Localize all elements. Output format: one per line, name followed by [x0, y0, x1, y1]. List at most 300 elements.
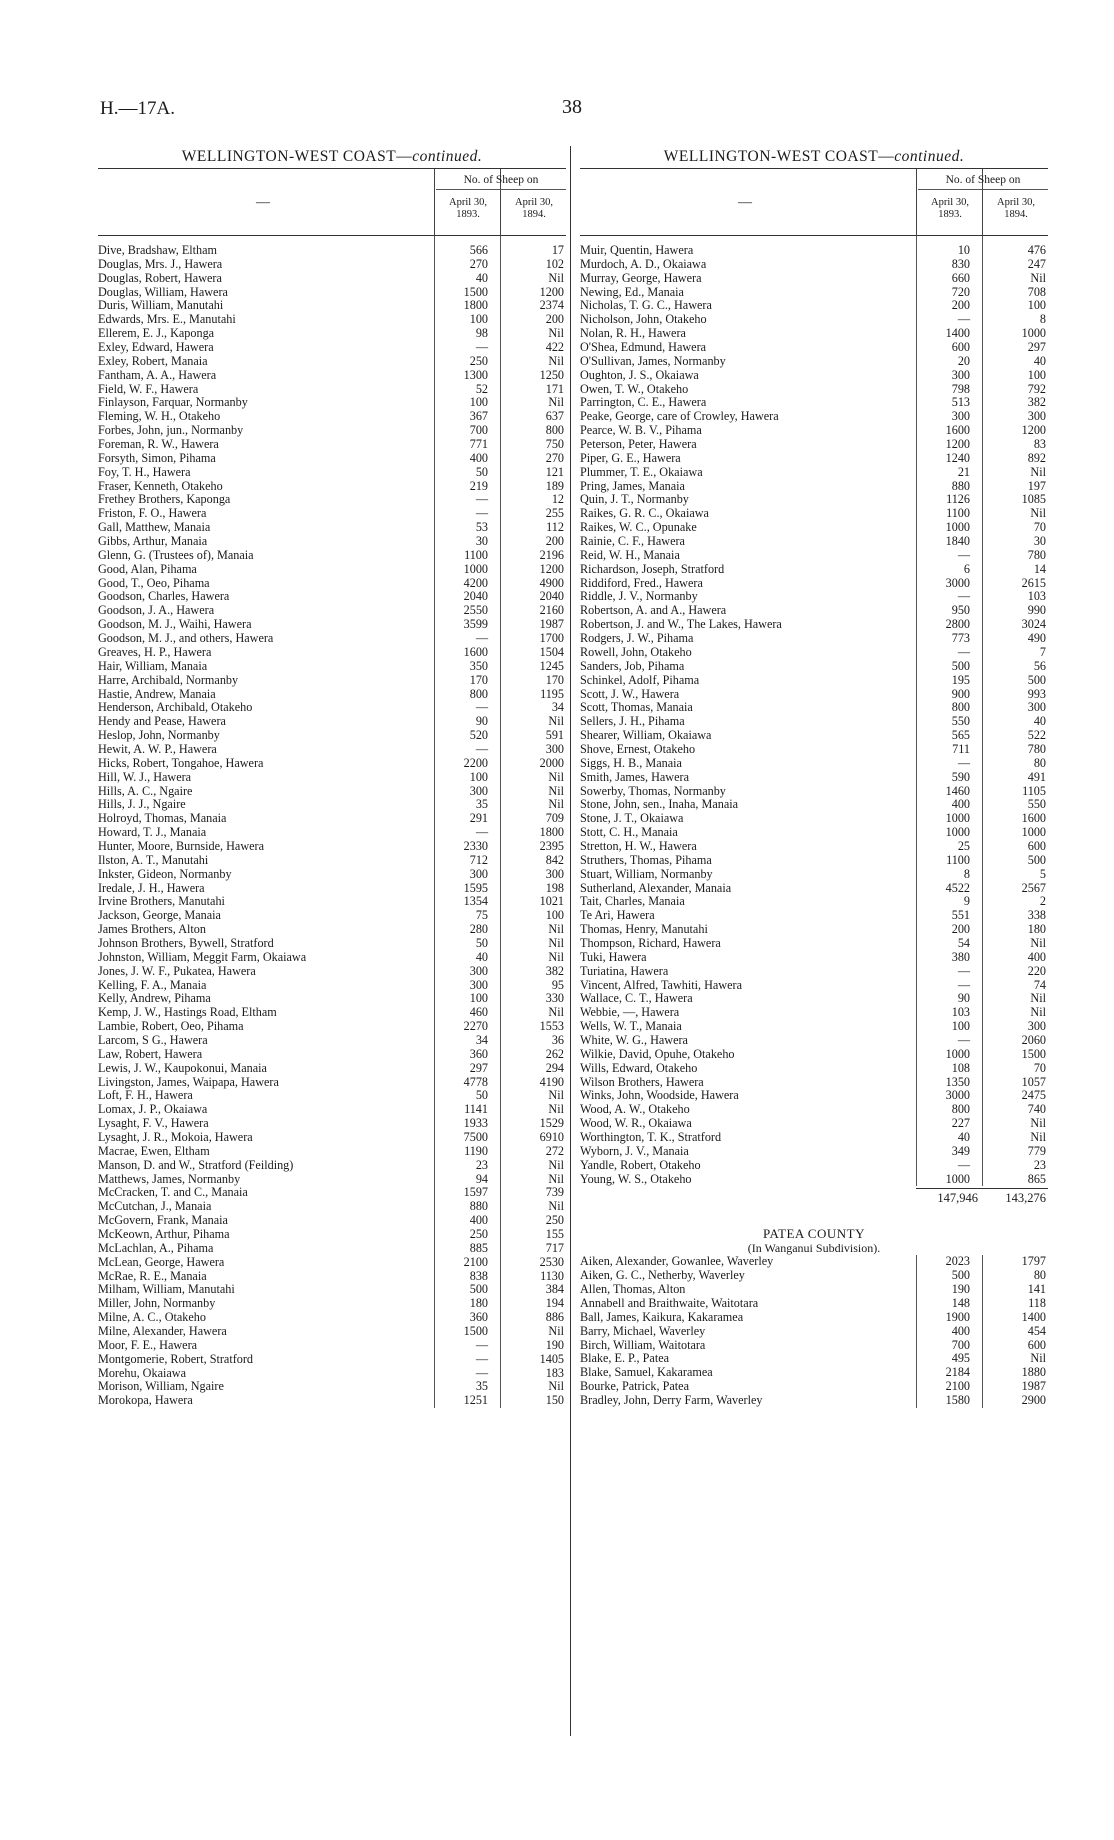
owner-name: Sellers, J. H., Pihama — [580, 715, 685, 729]
sheep-1894: 23 — [1033, 1157, 1046, 1172]
owner-name: Nicholson, John, Otakeho — [580, 313, 707, 327]
sheep-1893: 1100 — [946, 506, 970, 521]
sheep-1893: 291 — [469, 811, 488, 826]
table-row — [98, 688, 566, 702]
table-row — [98, 1076, 566, 1090]
table-row — [580, 840, 1048, 854]
sheep-1894: 250 — [545, 1213, 564, 1228]
patea-table-body — [580, 1255, 1048, 1407]
table-row — [580, 1076, 1048, 1090]
sheep-1894: 779 — [1027, 1143, 1046, 1158]
sheep-1894: Nil — [1030, 506, 1046, 521]
owner-name: Riddiford, Fred., Hawera — [580, 576, 703, 590]
sheep-1893: 98 — [475, 326, 488, 341]
owner-name: Lysaght, J. R., Mokoia, Hawera — [98, 1131, 253, 1144]
table-row — [98, 979, 566, 993]
owner-name: O'Sullivan, James, Normanby — [580, 354, 726, 368]
owner-name: Law, Robert, Hawera — [98, 1047, 203, 1061]
sheep-1894: 384 — [545, 1282, 564, 1297]
sheep-1894: 30 — [1033, 534, 1046, 549]
sheep-1893: 2100 — [463, 1254, 488, 1269]
table-row — [580, 410, 1048, 424]
owner-name: Plummer, T. E., Okaiawa — [580, 465, 703, 479]
table-row — [580, 1020, 1048, 1034]
table-row — [98, 563, 566, 577]
sheep-1893: 6 — [963, 561, 970, 576]
owner-name: Scott, J. W., Hawera — [580, 687, 680, 701]
sheep-1894: Nil — [1030, 270, 1046, 285]
header-rule — [916, 169, 917, 235]
table-row — [98, 965, 566, 979]
sheep-1893: 520 — [469, 728, 488, 743]
sheep-1894: 6910 — [539, 1130, 564, 1144]
sheep-1894: 83 — [1033, 437, 1046, 452]
sheep-1893: 800 — [951, 700, 970, 715]
table-row — [580, 785, 1048, 799]
table-row — [580, 535, 1048, 549]
owner-name: Macrae, Ewen, Eltham — [98, 1144, 210, 1158]
owner-name: Miller, John, Normanby — [98, 1297, 216, 1311]
sheep-1894: 183 — [545, 1365, 564, 1380]
sheep-1893: 2200 — [463, 755, 488, 770]
owner-name: Reid, W. H., Manaia — [580, 548, 680, 562]
sheep-1894: 8 — [1039, 312, 1046, 327]
table-row — [98, 743, 566, 757]
sheep-1893: 1354 — [463, 894, 488, 909]
owner-name: Stott, C. H., Manaia — [580, 826, 678, 840]
sheep-1893: 300 — [951, 409, 970, 424]
table-row — [580, 590, 1048, 604]
sheep-1894: 150 — [545, 1393, 564, 1408]
sheep-1893: 190 — [951, 1282, 970, 1297]
owner-name: Owen, T. W., Otakeho — [580, 382, 689, 396]
sheep-1894: 750 — [545, 437, 564, 452]
owner-name: Raikes, G. R. C., Okaiawa — [580, 507, 709, 521]
sheep-1894: 17 — [551, 243, 564, 257]
owner-name: Exley, Edward, Hawera — [98, 341, 214, 355]
table-row — [580, 660, 1048, 674]
owner-name: Thompson, Richard, Hawera — [580, 936, 721, 950]
table-row — [98, 1339, 566, 1353]
table-row — [580, 688, 1048, 702]
sheep-1893: 349 — [951, 1143, 970, 1158]
table-row — [580, 493, 1048, 507]
section-subtitle: (In Wanganui Subdivision). — [747, 1241, 881, 1256]
table-row — [98, 535, 566, 549]
owner-name: Yandle, Robert, Otakeho — [580, 1158, 701, 1172]
sheep-1893: 700 — [469, 423, 488, 438]
owner-name: Goodson, M. J., Waihi, Hawera — [98, 618, 252, 632]
table-row — [580, 826, 1048, 840]
sheep-1894: 1987 — [539, 617, 564, 632]
table-row — [98, 715, 566, 729]
table-row — [580, 244, 1048, 258]
table-row — [98, 1006, 566, 1020]
owner-name: Livingston, James, Waipapa, Hawera — [98, 1075, 279, 1089]
owner-name: Blake, E. P., Patea — [580, 1352, 670, 1366]
sheep-1893: — — [957, 547, 970, 562]
owner-name: Piper, G. E., Hawera — [580, 451, 681, 465]
table-row — [98, 299, 566, 313]
owner-name: Johnston, William, Meggit Farm, Okaiawa — [98, 950, 307, 964]
owner-name: Wyborn, J. V., Manaia — [580, 1144, 689, 1158]
table-row — [98, 438, 566, 452]
table-row — [98, 507, 566, 521]
sheep-1894: 1504 — [539, 644, 564, 659]
sheep-1894: 1057 — [1021, 1074, 1046, 1089]
table-row — [98, 1062, 566, 1076]
sheep-1894: 180 — [1027, 922, 1046, 937]
table-row — [98, 549, 566, 563]
owner-name: James Brothers, Alton — [98, 923, 206, 937]
table-row — [580, 577, 1048, 591]
column-rule — [982, 1255, 983, 1407]
table-row — [98, 577, 566, 591]
page-header — [100, 98, 1030, 126]
sheep-1893: 4778 — [463, 1074, 488, 1089]
sheep-1894: Nil — [548, 1157, 564, 1172]
owner-name: Douglas, Robert, Hawera — [98, 271, 222, 285]
table-row — [98, 1173, 566, 1187]
sheep-1893: 880 — [469, 1199, 488, 1214]
owner-name: Wells, W. T., Manaia — [580, 1020, 682, 1034]
table-row — [580, 923, 1048, 937]
sheep-1893: 53 — [475, 520, 488, 535]
sheep-1894: 709 — [545, 811, 564, 826]
owner-name: Exley, Robert, Manaia — [98, 354, 208, 368]
sheep-1893: 700 — [951, 1337, 970, 1352]
owner-name: Murdoch, A. D., Okaiawa — [580, 257, 707, 271]
sheep-1893: 1000 — [945, 1046, 970, 1061]
table-row — [580, 854, 1048, 868]
sheep-1893: 300 — [469, 963, 488, 978]
right-column — [580, 146, 1048, 1408]
sheep-1893: 1597 — [463, 1185, 488, 1200]
sheep-1893: 1000 — [945, 811, 970, 826]
sheep-1894: Nil — [548, 326, 564, 341]
sheep-1893: 798 — [951, 381, 970, 396]
table-row — [580, 1173, 1048, 1187]
sheep-1894: 500 — [1027, 852, 1046, 867]
owner-name: Ball, James, Kaikura, Kakaramea — [580, 1310, 744, 1324]
header-rule — [434, 169, 435, 235]
table-row — [98, 410, 566, 424]
owner-name: Birch, William, Waitotara — [580, 1338, 706, 1352]
sheep-1893: — — [957, 963, 970, 978]
sheep-1893: 773 — [951, 631, 970, 646]
owner-name: Dive, Bradshaw, Eltham — [98, 244, 218, 257]
sheep-1894: 2000 — [539, 755, 564, 770]
owner-name: Robertson, J. and W., The Lakes, Hawera — [580, 618, 782, 632]
table-row — [580, 604, 1048, 618]
sheep-1894: 2900 — [1021, 1393, 1046, 1408]
table-row — [580, 618, 1048, 632]
sheep-1893: 35 — [475, 797, 488, 812]
sheep-1893: 1000 — [945, 1171, 970, 1186]
owner-name: Lewis, J. W., Kaupokonui, Manaia — [98, 1061, 267, 1075]
owner-name: Johnson Brothers, Bywell, Stratford — [98, 936, 274, 950]
column-rule — [434, 236, 435, 1408]
sheep-1893: 4200 — [463, 575, 488, 590]
table-row — [98, 868, 566, 882]
sheep-1893: 1800 — [463, 298, 488, 313]
owner-name: Rainie, C. F., Hawera — [580, 535, 685, 549]
table-row — [580, 743, 1048, 757]
owner-name: Manson, D. and W., Stratford (Feilding) — [98, 1158, 294, 1172]
sheep-1894: 600 — [1027, 1337, 1046, 1352]
table-row — [580, 369, 1048, 383]
owner-name: Struthers, Thomas, Pihama — [580, 853, 712, 867]
owner-name: Gall, Matthew, Manaia — [98, 521, 211, 535]
sheep-1893: 1595 — [463, 880, 488, 895]
sheep-1894: Nil — [548, 935, 564, 950]
owner-name: Henderson, Archibald, Otakeho — [98, 701, 253, 715]
owner-name: Foy, T. H., Hawera — [98, 465, 191, 479]
table-row — [580, 895, 1048, 909]
sheep-1893: 550 — [951, 714, 970, 729]
table-row — [580, 951, 1048, 965]
owner-name: Wood, A. W., Otakeho — [580, 1103, 690, 1117]
right-title-continued: continued. — [894, 148, 965, 165]
owner-name: Sanders, Job, Pihama — [580, 659, 685, 673]
total-1894: 143,276 — [1005, 1191, 1046, 1206]
sheep-1894: 792 — [1027, 381, 1046, 396]
table-row — [98, 632, 566, 646]
section-title: PATEA COUNTY — [763, 1226, 865, 1242]
sheep-1894: 40 — [1033, 714, 1046, 729]
sheep-1894: 170 — [545, 672, 564, 687]
sheep-1894: 708 — [1027, 284, 1046, 299]
table-row — [98, 424, 566, 438]
sheep-1894: Nil — [1030, 464, 1046, 479]
owner-name: Peterson, Peter, Hawera — [580, 438, 697, 452]
sheep-1893: 3599 — [463, 617, 488, 632]
table-row — [580, 1283, 1048, 1297]
owner-name: Richardson, Joseph, Stratford — [580, 562, 725, 576]
sheep-1893: 94 — [475, 1171, 488, 1186]
table-row — [98, 909, 566, 923]
owner-name: Milham, William, Manutahi — [98, 1283, 235, 1297]
table-row — [580, 674, 1048, 688]
table-row — [98, 1297, 566, 1311]
april-1893-header: April 30, 1893. — [931, 197, 969, 220]
sheep-1894: 7 — [1039, 644, 1046, 659]
sheep-1894: 400 — [1027, 949, 1046, 964]
sheep-count-header: No. of Sheep on — [918, 171, 1048, 190]
sheep-1894: Nil — [548, 353, 564, 368]
table-row — [580, 701, 1048, 715]
table-row — [580, 632, 1048, 646]
sheep-1893: 7500 — [463, 1130, 488, 1144]
sheep-1894: 490 — [1027, 631, 1046, 646]
table-row — [98, 798, 566, 812]
sheep-1893: 100 — [469, 991, 488, 1006]
column-rule — [916, 1255, 917, 1407]
sheep-1893: 100 — [469, 312, 488, 327]
sheep-1894: Nil — [1030, 1005, 1046, 1020]
sheep-1894: 80 — [1033, 1268, 1046, 1283]
table-row — [580, 480, 1048, 494]
table-row — [580, 1339, 1048, 1353]
owner-name: Milne, Alexander, Hawera — [98, 1325, 227, 1339]
sheep-1894: 270 — [545, 450, 564, 465]
sheep-1893: 1580 — [945, 1393, 970, 1408]
table-row — [580, 396, 1048, 410]
table-row — [580, 1048, 1048, 1062]
sheep-1894: 1250 — [539, 367, 564, 382]
sheep-1894: 3024 — [1021, 617, 1046, 632]
sheep-1893: 551 — [951, 908, 970, 923]
owner-name: Hicks, Robert, Tongahoe, Hawera — [98, 756, 264, 770]
sheep-1894: 2567 — [1021, 880, 1046, 895]
sheep-1894: 2196 — [539, 547, 564, 562]
owner-name: Hair, William, Manaia — [98, 659, 208, 673]
sheep-1894: 141 — [1027, 1282, 1046, 1297]
sheep-1893: 1600 — [463, 644, 488, 659]
sheep-1894: 2040 — [539, 589, 564, 604]
owner-name: Larcom, S G., Hawera — [98, 1033, 208, 1047]
owner-name: Lysaght, F. V., Hawera — [98, 1117, 209, 1131]
owner-name: Finlayson, Farquar, Normanby — [98, 396, 248, 410]
owner-name: Turiatina, Hawera — [580, 964, 669, 978]
owner-name: Wood, W. R., Okaiawa — [580, 1117, 692, 1131]
sheep-1893: 2800 — [945, 617, 970, 632]
sheep-1893: 1933 — [463, 1116, 488, 1131]
owner-name: Stretton, H. W., Hawera — [580, 839, 697, 853]
sheep-1894: 171 — [545, 381, 564, 396]
sheep-1894: 100 — [1027, 298, 1046, 313]
sheep-1894: 892 — [1027, 450, 1046, 465]
sheep-1893: 2100 — [945, 1379, 970, 1394]
sheep-1893: 1840 — [945, 534, 970, 549]
table-row — [580, 1062, 1048, 1076]
sheep-1893: 219 — [469, 478, 488, 493]
owner-name: Wilson Brothers, Hawera — [580, 1075, 704, 1089]
owner-name: Duris, William, Manutahi — [98, 299, 224, 313]
sheep-1893: 20 — [957, 353, 970, 368]
sheep-1894: 865 — [1027, 1171, 1046, 1186]
table-row — [98, 1228, 566, 1242]
table-row — [580, 965, 1048, 979]
table-row — [580, 549, 1048, 563]
table-row — [98, 1159, 566, 1173]
sheep-1893: 23 — [475, 1157, 488, 1172]
owner-name: Goodson, M. J., and others, Hawera — [98, 632, 274, 646]
sheep-1893: 227 — [951, 1116, 970, 1131]
sheep-1893: 100 — [469, 395, 488, 410]
table-row — [580, 729, 1048, 743]
owner-name: McLean, George, Hawera — [98, 1255, 225, 1269]
sheep-1894: 2530 — [539, 1254, 564, 1269]
sheep-1893: 103 — [951, 1005, 970, 1020]
sheep-1894: Nil — [548, 949, 564, 964]
owner-name: Friston, F. O., Hawera — [98, 507, 207, 521]
sheep-1894: 12 — [551, 492, 564, 507]
table-row — [98, 1103, 566, 1117]
sheep-1894: 491 — [1027, 769, 1046, 784]
sheep-1894: 121 — [545, 464, 564, 479]
sheep-1894: 1021 — [539, 894, 564, 909]
sheep-1894: Nil — [1030, 1130, 1046, 1144]
table-row — [98, 1242, 566, 1256]
sheep-1894: Nil — [548, 395, 564, 410]
table-row — [98, 452, 566, 466]
sheep-1893: 513 — [951, 395, 970, 410]
sheep-1894: 34 — [551, 700, 564, 715]
table-row — [580, 258, 1048, 272]
sheep-1893: 838 — [469, 1268, 488, 1283]
table-row — [98, 1394, 566, 1408]
owner-name: Thomas, Henry, Manutahi — [580, 923, 708, 937]
owner-name: Hewit, A. W. P., Hawera — [98, 742, 217, 756]
table-row — [98, 1200, 566, 1214]
sheep-1894: Nil — [1030, 991, 1046, 1006]
owner-name: Ilston, A. T., Manutahi — [98, 853, 209, 867]
sheep-1894: 100 — [1027, 367, 1046, 382]
table-row — [98, 854, 566, 868]
sheep-1893: 367 — [469, 409, 488, 424]
table-row — [580, 937, 1048, 951]
april-1894-header: April 30, 1894. — [997, 197, 1035, 220]
owner-name: Iredale, J. H., Hawera — [98, 881, 205, 895]
sheep-1894: 1880 — [1021, 1365, 1046, 1380]
left-title-text: WELLINGTON-WEST COAST— — [181, 148, 413, 165]
sheep-1893: 300 — [951, 367, 970, 382]
sheep-1894: 190 — [545, 1337, 564, 1352]
sheep-1893: 1500 — [463, 1324, 488, 1339]
sheep-1894: 1400 — [1021, 1309, 1046, 1324]
sheep-1894: 262 — [545, 1046, 564, 1061]
sheep-1893: 200 — [951, 922, 970, 937]
left-title-continued: continued. — [412, 148, 483, 165]
owner-name: Aiken, Alexander, Gowanlee, Waverley — [580, 1255, 774, 1269]
table-row — [98, 674, 566, 688]
sheep-1893: 400 — [951, 797, 970, 812]
sheep-1894: Nil — [1030, 1351, 1046, 1366]
table-row — [580, 1159, 1048, 1173]
table-row — [580, 1311, 1048, 1325]
sheep-1893: 300 — [469, 866, 488, 881]
table-row — [580, 438, 1048, 452]
sheep-1893: 360 — [469, 1310, 488, 1325]
sheep-1894: 1700 — [539, 631, 564, 646]
table-row — [580, 909, 1048, 923]
owner-name: Fantham, A. A., Hawera — [98, 368, 217, 382]
sheep-1893: 600 — [951, 340, 970, 355]
owner-name: Robertson, A. and A., Hawera — [580, 604, 727, 618]
owner-name: Stone, J. T., Okaiawa — [580, 812, 684, 826]
owner-name: McCutchan, J., Manaia — [98, 1200, 212, 1214]
sheep-1893: 2270 — [463, 1019, 488, 1034]
owner-name: Morokopa, Hawera — [98, 1394, 193, 1408]
owner-name: Riddle, J. V., Normanby — [580, 590, 698, 604]
sheep-1894: 1797 — [1021, 1254, 1046, 1269]
right-column-title — [580, 146, 1048, 168]
sheep-1894: 800 — [545, 423, 564, 438]
sheep-1893: — — [475, 506, 488, 521]
table-row — [98, 272, 566, 286]
sheep-1894: 422 — [545, 340, 564, 355]
sheep-1894: Nil — [548, 1171, 564, 1186]
table-row — [580, 757, 1048, 771]
name-column-header: — — [738, 195, 752, 210]
sheep-1894: 198 — [545, 880, 564, 895]
sheep-1893: 2550 — [463, 603, 488, 618]
sheep-1894: 200 — [545, 312, 564, 327]
owner-name: Hills, J. J., Ngaire — [98, 798, 186, 812]
table-row — [580, 1034, 1048, 1048]
sheep-1894: Nil — [548, 783, 564, 798]
